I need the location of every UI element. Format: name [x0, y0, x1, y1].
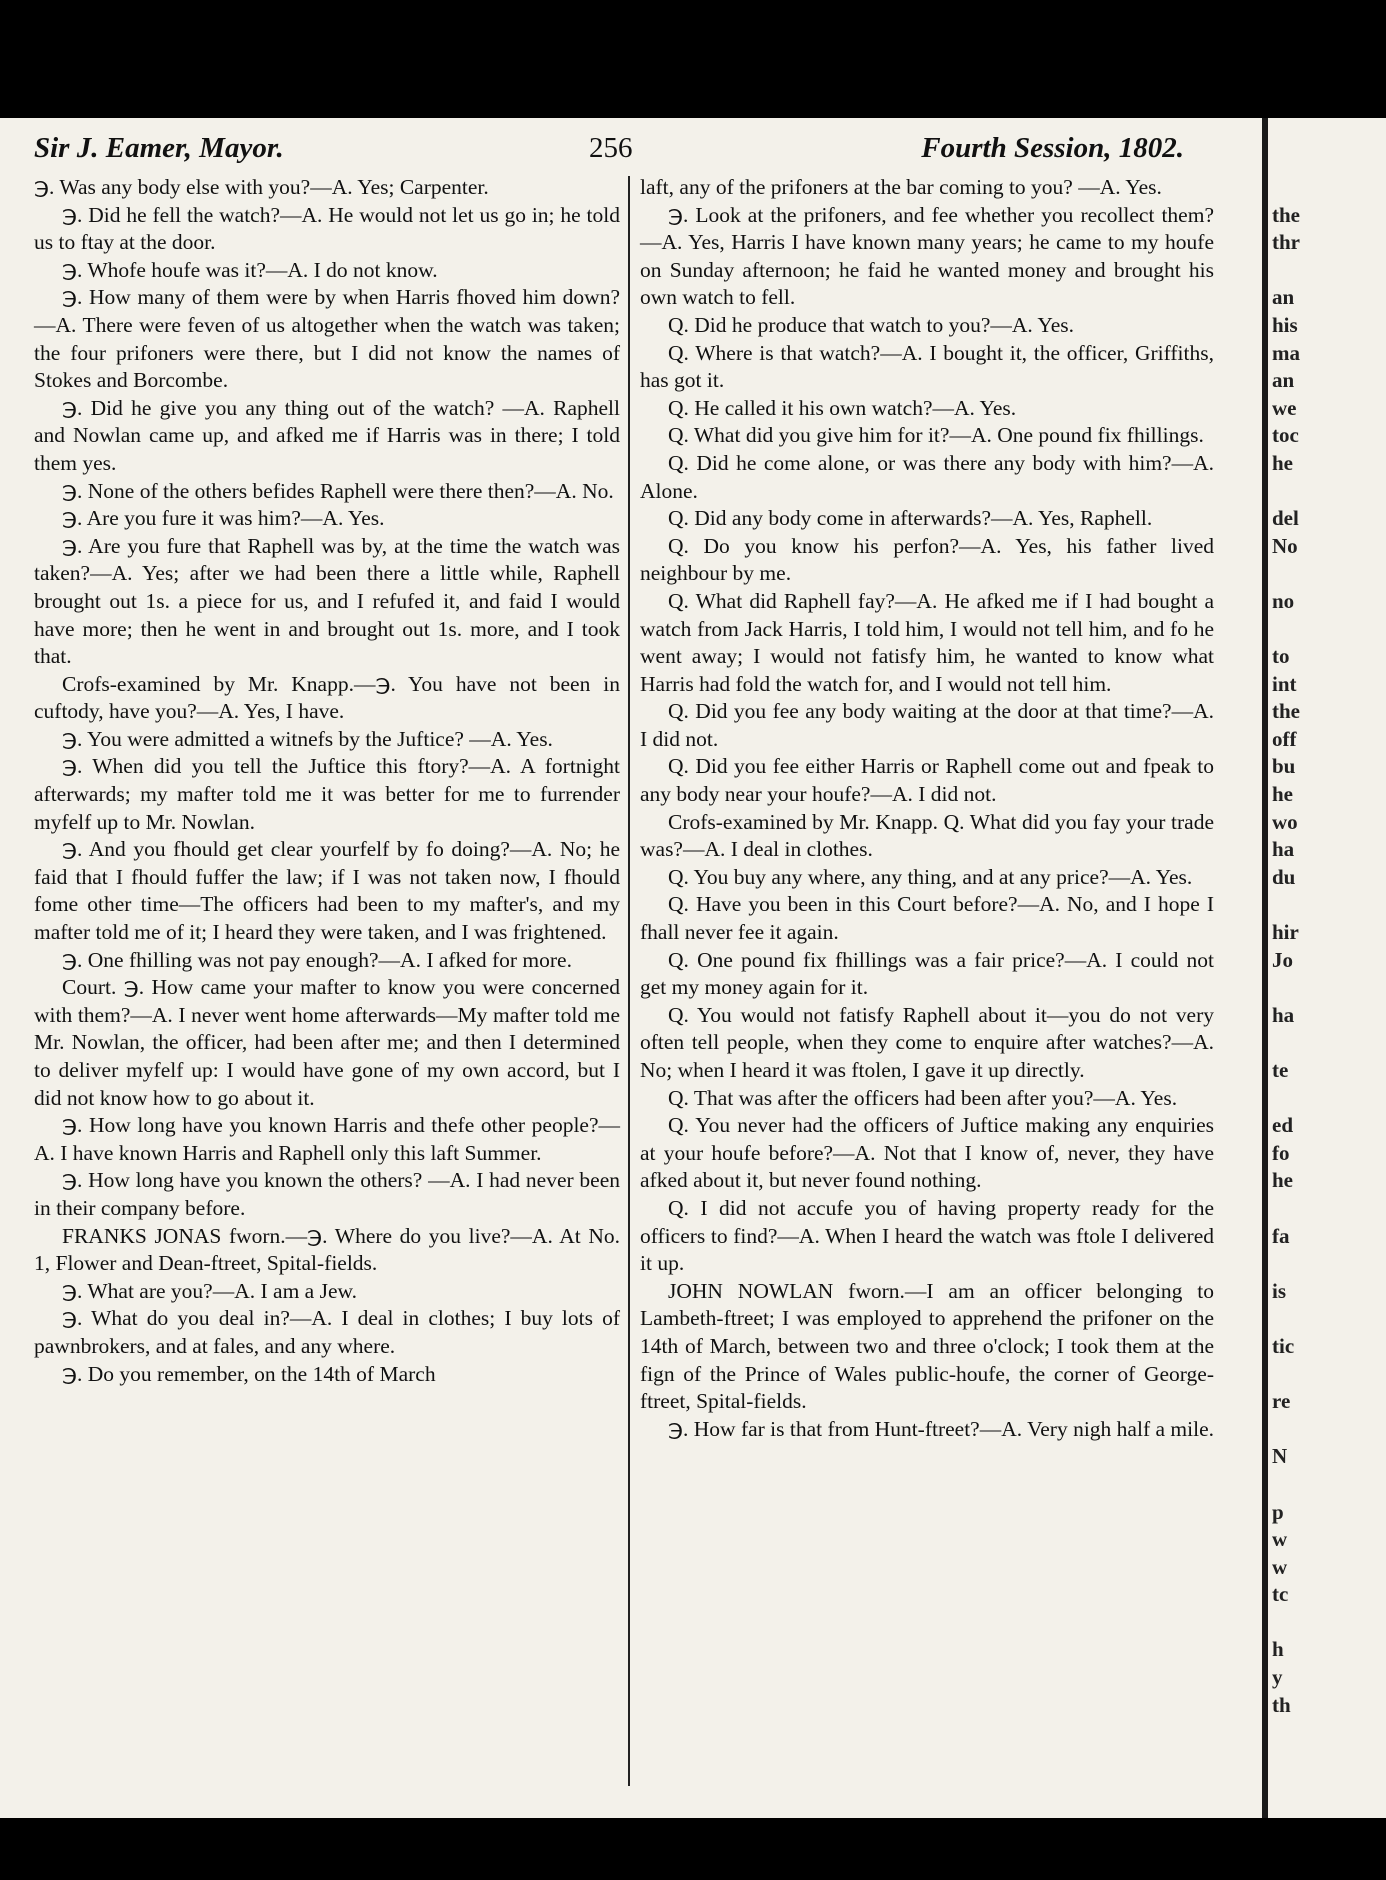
header-session: Fourth Session, 1802.: [921, 132, 1184, 164]
edge-fragment: he: [1272, 782, 1293, 807]
paragraph: ℈. You were admitted a witnefs by the Juftice? —A. Yes.: [62, 726, 553, 751]
paragraph: ℈. Look at the prifoners, and fee whether you recollect them?—A. Yes, Harris I have known many years; he came to my houfe on Sunday afternoon; he faid he wanted money and brought his own watch to fell.: [640, 202, 1214, 310]
edge-fragment: p: [1272, 1499, 1284, 1524]
paragraph: ℈. None of the others befides Raphell were there then?—A. No.: [62, 478, 614, 503]
paragraph: ℈. Did he give you any thing out of the watch? —A. Raphell and Nowlan came up, and afked me if Harris was in there; I told them yes.: [34, 395, 620, 475]
paragraph: Crofs-examined by Mr. Knapp.—℈. You have not been in cuftody, have you?—A. Yes, I have.: [34, 671, 620, 724]
edge-fragment: [1272, 1305, 1382, 1333]
paragraph: Q. You never had the officers of Juftice making any enquiries at your houfe before?—A. Not that I know of, never, they have afked about it, but never found nothing.: [640, 1113, 1214, 1193]
edge-fragment: tc: [1272, 1582, 1289, 1607]
edge-fragment: du: [1272, 864, 1296, 889]
edge-fragment: his: [1272, 312, 1298, 337]
left-column: [34, 174, 620, 1388]
edge-fragment: w: [1272, 1527, 1288, 1552]
edge-fragment: [1272, 891, 1382, 919]
edge-fragment: he: [1272, 450, 1293, 475]
edge-fragment: an: [1272, 368, 1295, 393]
paragraph: Q. He called it his own watch?—A. Yes.: [668, 395, 1017, 420]
edge-fragment: thr: [1272, 230, 1300, 255]
paragraph: ℈. And you fhould get clear yourfelf by fo doing?—A. No; he faid that I fhould fuffer the law; if I was not taken now, I fhould fome other time—The officers had been to my mafter's, and my mafter told me of it; I heard they were taken, and I was frightened.: [34, 837, 620, 945]
edge-fragment: tic: [1272, 1333, 1295, 1358]
next-page-edge: [1272, 174, 1382, 1719]
edge-fragment: the: [1272, 202, 1300, 227]
paragraph: Q. Did you fee either Harris or Raphell come out and fpeak to any body near your houfe?—A. I did not.: [640, 754, 1214, 807]
edge-fragment: we: [1272, 395, 1297, 420]
edge-fragment: an: [1272, 285, 1295, 310]
paragraph: Crofs-examined by Mr. Knapp. Q. What did you fay your trade was?—A. I deal in clothes.: [640, 809, 1214, 862]
edge-fragment: [1272, 1361, 1382, 1389]
paragraph: ℈. How many of them were by when Harris fhoved him down?—A. There were feven of us altogether when the watch was taken; the four prifoners were there, but I did not know the names of Stokes and Borcombe.: [34, 285, 620, 393]
edge-fragment: [1272, 257, 1382, 285]
paragraph: ℈. How far is that from Hunt-ftreet?—A. Very nigh half a mile.: [668, 1416, 1214, 1441]
paragraph: Q. What did Raphell fay?—A. He afked me if I had bought a watch from Jack Harris, I told him, I would not tell him, and fo he went away; I would not fatisfy him, he wanted to know what Harris had fold the watch for, and I would not tell him.: [640, 588, 1214, 696]
edge-fragment: del: [1272, 506, 1299, 531]
edge-fragment: Jo: [1272, 947, 1293, 972]
paragraph: Q. You would not fatisfy Raphell about it—you do not very often tell people, when they come to enquire after watches?—A. No; when I heard it was ftolen, I gave it up directly.: [640, 1002, 1214, 1082]
edge-fragment: [1272, 478, 1382, 506]
edge-fragment: hir: [1272, 920, 1299, 945]
paragraph: Q. Did he produce that watch to you?—A. Yes.: [668, 312, 1075, 337]
edge-fragment: re: [1272, 1389, 1291, 1414]
edge-fragment: fo: [1272, 1140, 1290, 1165]
edge-fragment: he: [1272, 1168, 1293, 1193]
edge-fragment: [1272, 974, 1382, 1002]
paragraph: Q. Where is that watch?—A. I bought it, the officer, Griffiths, has got it.: [640, 340, 1214, 393]
right-column: [640, 174, 1214, 1443]
paragraph: laft, any of the prifoners at the bar coming to you? —A. Yes.: [640, 175, 1162, 199]
paragraph: ℈. One fhilling was not pay enough?—A. I afked for more.: [62, 947, 572, 972]
book-spine: [1262, 118, 1268, 1818]
paragraph: FRANKS JONAS fworn.—℈. Where do you live?—A. At No. 1, Flower and Dean-ftreet, Spital-fields.: [34, 1223, 620, 1276]
column-divider: [628, 176, 630, 1786]
paragraph: ℈. How long have you known the others? —A. I had never been in their company before.: [34, 1168, 620, 1220]
edge-fragment: ed: [1272, 1113, 1293, 1138]
edge-fragment: [1272, 1029, 1382, 1057]
edge-fragment: bu: [1272, 754, 1296, 779]
paragraph: ℈. When did you tell the Juftice this ftory?—A. A fortnight afterwards; my mafter told me it was better for me to furrender myfelf up to Mr. Nowlan.: [34, 754, 620, 834]
paragraph: ℈. Whofe houfe was it?—A. I do not know.: [62, 257, 438, 282]
paragraph: ℈. What do you deal in?—A. I deal in clothes; I buy lots of pawnbrokers, and at fales, and any where.: [34, 1306, 620, 1358]
edge-fragment: [1272, 560, 1382, 588]
scanned-page: [0, 118, 1386, 1818]
paragraph: Q. Do you know his perfon?—A. Yes, his father lived neighbour by me.: [640, 533, 1214, 586]
edge-fragment: [1272, 1416, 1382, 1444]
paragraph: ℈. Are you fure it was him?—A. Yes.: [62, 506, 385, 531]
edge-fragment: ha: [1272, 1002, 1295, 1027]
edge-fragment: y: [1272, 1665, 1283, 1690]
paragraph: Q. Did any body come in afterwards?—A. Yes, Raphell.: [668, 506, 1153, 531]
edge-fragment: [1272, 1085, 1382, 1113]
paragraph: ℈. What are you?—A. I am a Jew.: [62, 1278, 358, 1303]
edge-fragment: is: [1272, 1278, 1287, 1303]
page-number: 256: [589, 132, 633, 164]
paragraph: ℈. Was any body else with you?—A. Yes; Carpenter.: [34, 175, 489, 199]
edge-fragment: te: [1272, 1058, 1289, 1082]
edge-fragment: to: [1272, 644, 1290, 669]
edge-fragment: int: [1272, 671, 1297, 696]
edge-fragment: [1272, 1609, 1382, 1637]
paragraph: ℈. Are you fure that Raphell was by, at the time the watch was taken?—A. Yes; after we had been there a little while, Raphell brought out 1s. a piece for us, and I refufed it, and faid I would have more; then he went in and brought out 1s. more, and I took that.: [34, 533, 620, 669]
paragraph: Q. You buy any where, any thing, and at any price?—A. Yes.: [668, 864, 1193, 889]
paragraph: Q. Did you fee any body waiting at the door at that time?—A. I did not.: [640, 699, 1214, 751]
edge-fragment: No: [1272, 533, 1298, 558]
paragraph: ℈. Do you remember, on the 14th of March: [62, 1361, 436, 1386]
edge-fragment: [1272, 1250, 1382, 1278]
paragraph: Court. ℈. How came your mafter to know you were concerned with them?—A. I never went home afterwards—My mafter told me Mr. Nowlan, the officer, had been after me; and then I determined to deliver myfelf up: I would have gone of my own accord, but I did not know how to go about it.: [34, 975, 620, 1110]
edge-fragment: no: [1272, 588, 1295, 613]
edge-fragment: wo: [1272, 809, 1298, 834]
paragraph: Q. Did he come alone, or was there any body with him?—A. Alone.: [640, 450, 1214, 503]
edge-fragment: N: [1272, 1444, 1288, 1469]
edge-fragment: toc: [1272, 423, 1299, 448]
header-mayor: Sir J. Eamer, Mayor.: [34, 132, 284, 164]
edge-fragment: [1272, 1471, 1382, 1499]
edge-fragment: [1272, 1195, 1382, 1223]
edge-fragment: fa: [1272, 1223, 1290, 1248]
edge-fragment: [1272, 174, 1382, 202]
edge-fragment: w: [1272, 1554, 1288, 1579]
paragraph: ℈. How long have you known Harris and thefe other people?—A. I have known Harris and Raphell only this laft Summer.: [34, 1113, 620, 1165]
paragraph: Q. One pound fix fhillings was a fair price?—A. I could not get my money again for it.: [640, 947, 1214, 1000]
edge-fragment: [1272, 616, 1382, 644]
edge-fragment: the: [1272, 699, 1300, 724]
page-header: [34, 132, 1184, 172]
edge-fragment: ha: [1272, 837, 1295, 862]
paragraph: Q. What did you give him for it?—A. One pound fix fhillings.: [668, 423, 1204, 448]
paragraph: JOHN NOWLAN fworn.—I am an officer belonging to Lambeth-ftreet; I was employed to apprehend the prifoner on the 14th of March, between two and three o'clock; I took them at the fign of the Prince of Wales public-houfe, the corner of George-ftreet, Spital-fields.: [640, 1278, 1214, 1414]
edge-fragment: off: [1272, 726, 1297, 751]
paragraph: Q. Have you been in this Court before?—A. No, and I hope I fhall never fee it again.: [640, 892, 1214, 945]
edge-fragment: ma: [1272, 340, 1300, 365]
edge-fragment: th: [1272, 1692, 1291, 1717]
paragraph: Q. That was after the officers had been after you?—A. Yes.: [668, 1085, 1178, 1110]
paragraph: Q. I did not accufe you of having property ready for the officers to find?—A. When I heard the watch was ftole I delivered it up.: [640, 1195, 1214, 1276]
edge-fragment: h: [1272, 1637, 1284, 1662]
paragraph: ℈. Did he fell the watch?—A. He would not let us go in; he told us to ftay at the door.: [34, 202, 620, 255]
